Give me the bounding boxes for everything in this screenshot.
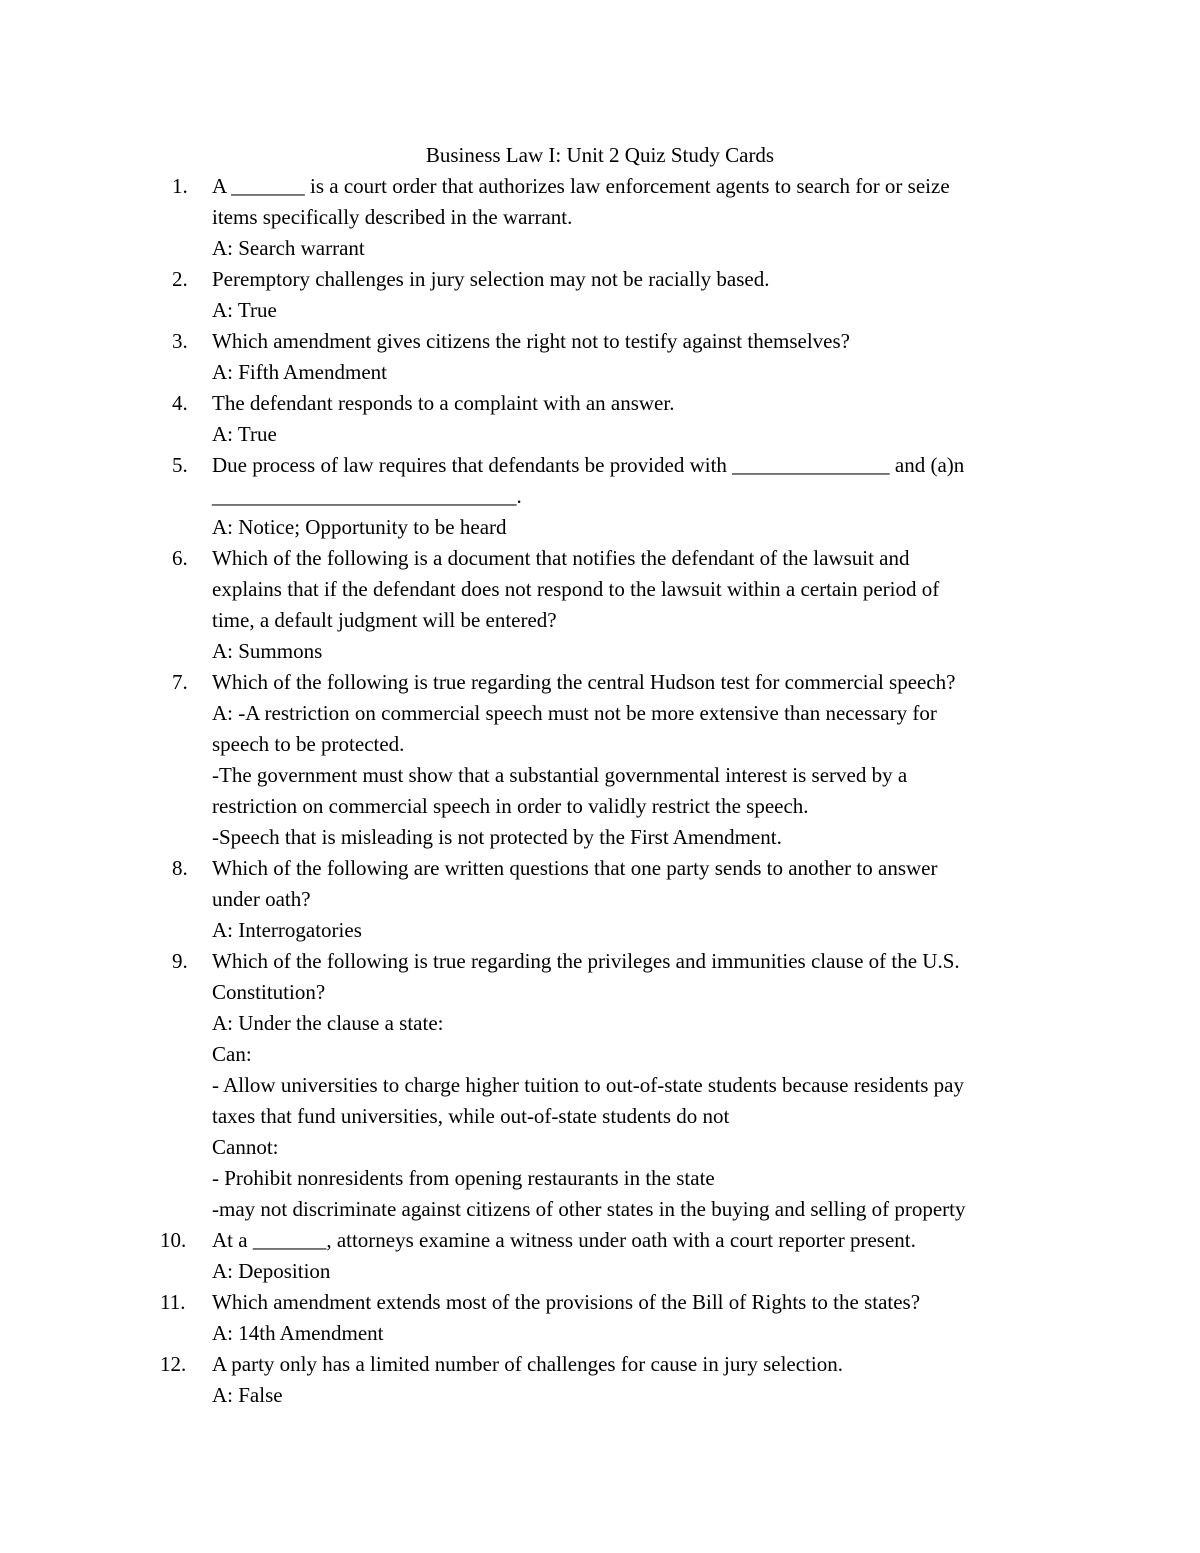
question-item (172, 667, 1072, 853)
question-text-line: At a _______, attorneys examine a witness under oath with a court reporter present. (212, 1228, 916, 1252)
answer-line: A: 14th Amendment (212, 1321, 384, 1345)
question-text-line: Which of the following is true regarding the privileges and immunities clause of the U.S. (212, 949, 960, 973)
question-number: 2. (172, 267, 188, 291)
question-number: 4. (172, 391, 188, 415)
question-item (172, 388, 1072, 450)
question-text-line: restriction on commercial speech in order to validly restrict the speech. (212, 794, 809, 818)
question-number: 9. (172, 949, 188, 973)
question-item (172, 450, 1072, 543)
question-text-line: Which amendment gives citizens the right not to testify against themselves? (212, 329, 850, 353)
question-number: 5. (172, 453, 188, 477)
question-text-line: - Prohibit nonresidents from opening restaurants in the state (212, 1166, 715, 1190)
question-text-line: Which of the following are written questions that one party sends to another to answer (212, 856, 938, 880)
question-number: 7. (172, 670, 188, 694)
question-number: 11. (160, 1290, 186, 1314)
question-text-line: speech to be protected. (212, 732, 405, 756)
question-text-line: -Speech that is misleading is not protected by the First Amendment. (212, 825, 782, 849)
question-text-line: _____________________________. (212, 484, 522, 508)
question-text-line: -may not discriminate against citizens of other states in the buying and selling of property (212, 1197, 966, 1221)
question-item (160, 1287, 1072, 1349)
answer-line: A: Notice; Opportunity to be heard (212, 515, 507, 539)
question-item (172, 264, 1072, 326)
question-number: 1. (172, 174, 188, 198)
answer-line: A: Fifth Amendment (212, 360, 387, 384)
question-text-line: explains that if the defendant does not respond to the lawsuit within a certain period of (212, 577, 940, 601)
question-text-line: A party only has a limited number of challenges for cause in jury selection. (212, 1352, 843, 1376)
question-item (172, 543, 1072, 667)
document-title: Business Law I: Unit 2 Quiz Study Cards (425, 143, 775, 167)
question-text-line: Due process of law requires that defendants be provided with _______________ and (a)n (212, 453, 965, 477)
question-number: 3. (172, 329, 188, 353)
question-text-line: Cannot: (212, 1135, 279, 1159)
answer-line: A: False (212, 1383, 283, 1407)
question-item (172, 171, 1072, 264)
question-text-line: Can: (212, 1042, 252, 1066)
question-item (172, 946, 1072, 1225)
question-item (160, 1225, 1072, 1287)
question-item (160, 1349, 1072, 1411)
question-text-line: taxes that fund universities, while out-of-state students do not (212, 1104, 730, 1128)
question-text-line: Which of the following is true regarding the central Hudson test for commercial speech? (212, 670, 956, 694)
question-text-line: The defendant responds to a complaint with an answer. (212, 391, 675, 415)
answer-line: A: Interrogatories (212, 918, 362, 942)
question-number: 8. (172, 856, 188, 880)
question-text-line: items specifically described in the warrant. (212, 205, 573, 229)
answer-line: A: True (212, 422, 277, 446)
question-text-line: - Allow universities to charge higher tuition to out-of-state students because residents pay (212, 1073, 964, 1097)
answer-line: A: Search warrant (212, 236, 365, 260)
question-text-line: Which of the following is a document that notifies the defendant of the lawsuit and (212, 546, 910, 570)
question-text-line: under oath? (212, 887, 311, 911)
question-text-line: time, a default judgment will be entered? (212, 608, 557, 632)
question-number: 12. (160, 1352, 187, 1376)
question-list (160, 171, 1072, 1411)
question-number: 10. (160, 1228, 187, 1252)
answer-line: A: Deposition (212, 1259, 331, 1283)
question-text-line: -The government must show that a substantial governmental interest is served by a (212, 763, 908, 787)
answer-line: A: Summons (212, 639, 323, 663)
question-text-line: Which amendment extends most of the provisions of the Bill of Rights to the states? (212, 1290, 921, 1314)
answer-line: A: -A restriction on commercial speech must not be more extensive than necessary for (212, 701, 937, 725)
question-text-line: A _______ is a court order that authorizes law enforcement agents to search for or seize (212, 174, 950, 198)
question-number: 6. (172, 546, 188, 570)
question-item (172, 853, 1072, 946)
question-text-line: Peremptory challenges in jury selection may not be racially based. (212, 267, 770, 291)
answer-line: A: Under the clause a state: (212, 1011, 444, 1035)
question-text-line: Constitution? (212, 980, 326, 1004)
question-item (172, 326, 1072, 388)
answer-line: A: True (212, 298, 277, 322)
